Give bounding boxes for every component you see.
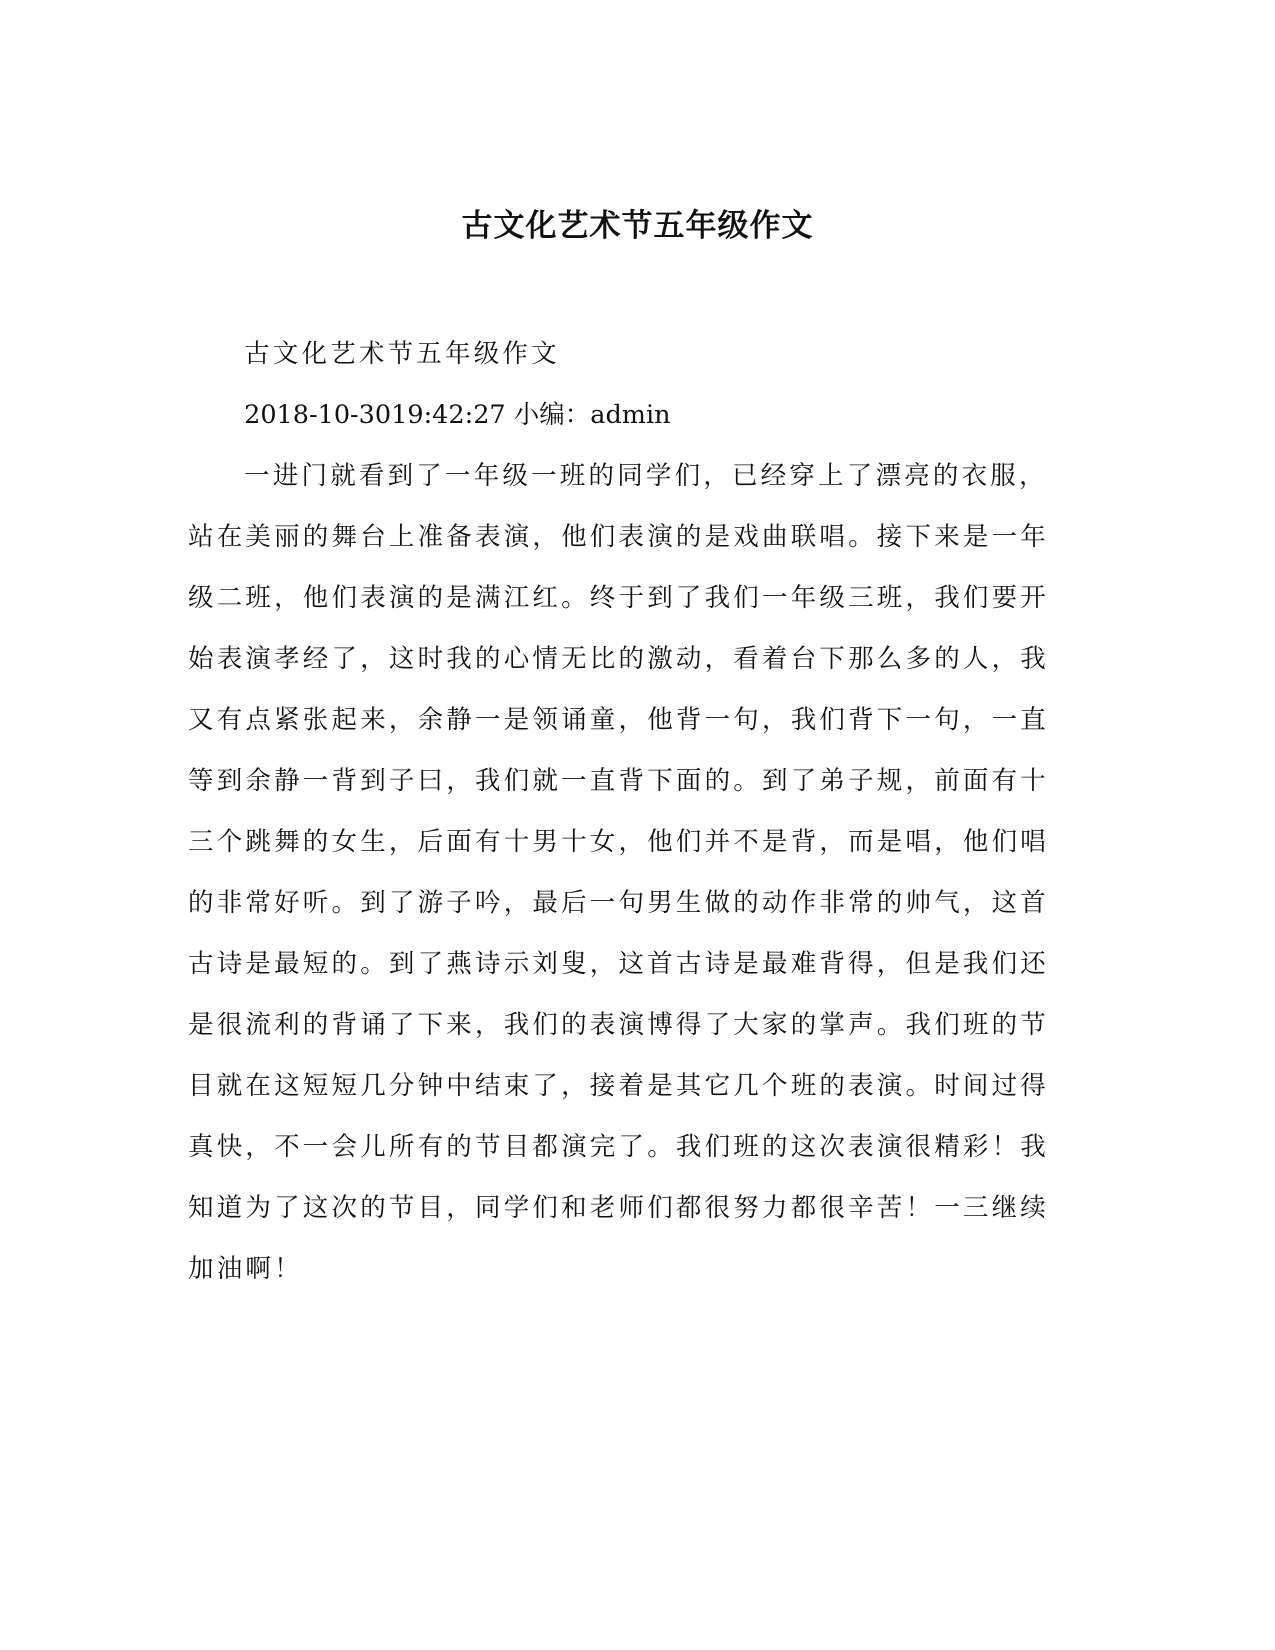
- meta-line: 2018-10-3019:42:27 小编：admin: [244, 400, 671, 430]
- essay-paragraph: 一进门就看到了一年级一班的同学们，已经穿上了漂亮的衣服，站在美丽的舞台上准备表演，他们表演的是戏曲联唱。接下来是一年级二班，他们表演的是满江红。终于到了我们一年级三班，我们要开始表演孝经了，这时我的心情无比的激动，看着台下那么多的人，我又有点紧张起来，余静一是领诵童，他背一句，我们背下一句，一直等到余静一背到子曰，我们就一直背下面的。到了弟子规，前面有十三个跳舞的女生，后面有十男十女，他们并不是背，而是唱，他们唱的非常好听。到了游子吟，最后一句男生做的动作非常的帅气，这首古诗是最短的。到了燕诗示刘叟，这首古诗是最难背得，但是我们还是很流利的背诵了下来，我们的表演博得了大家的掌声。我们班的节目就在这短短几分钟中结束了，接着是其它几个班的表演。时间过得真快，不一会儿所有的节目都演完了。我们班的这次表演很精彩！我知道为了这次的节目，同学们和老师们都很努力都很辛苦！一三继续加油啊！: [188, 461, 1050, 1284]
- subtitle-paragraph: 古文化艺术节五年级作文: [244, 339, 560, 369]
- document-title: 古文化艺术节五年级作文: [461, 208, 814, 244]
- document-body: [188, 324, 1058, 1300]
